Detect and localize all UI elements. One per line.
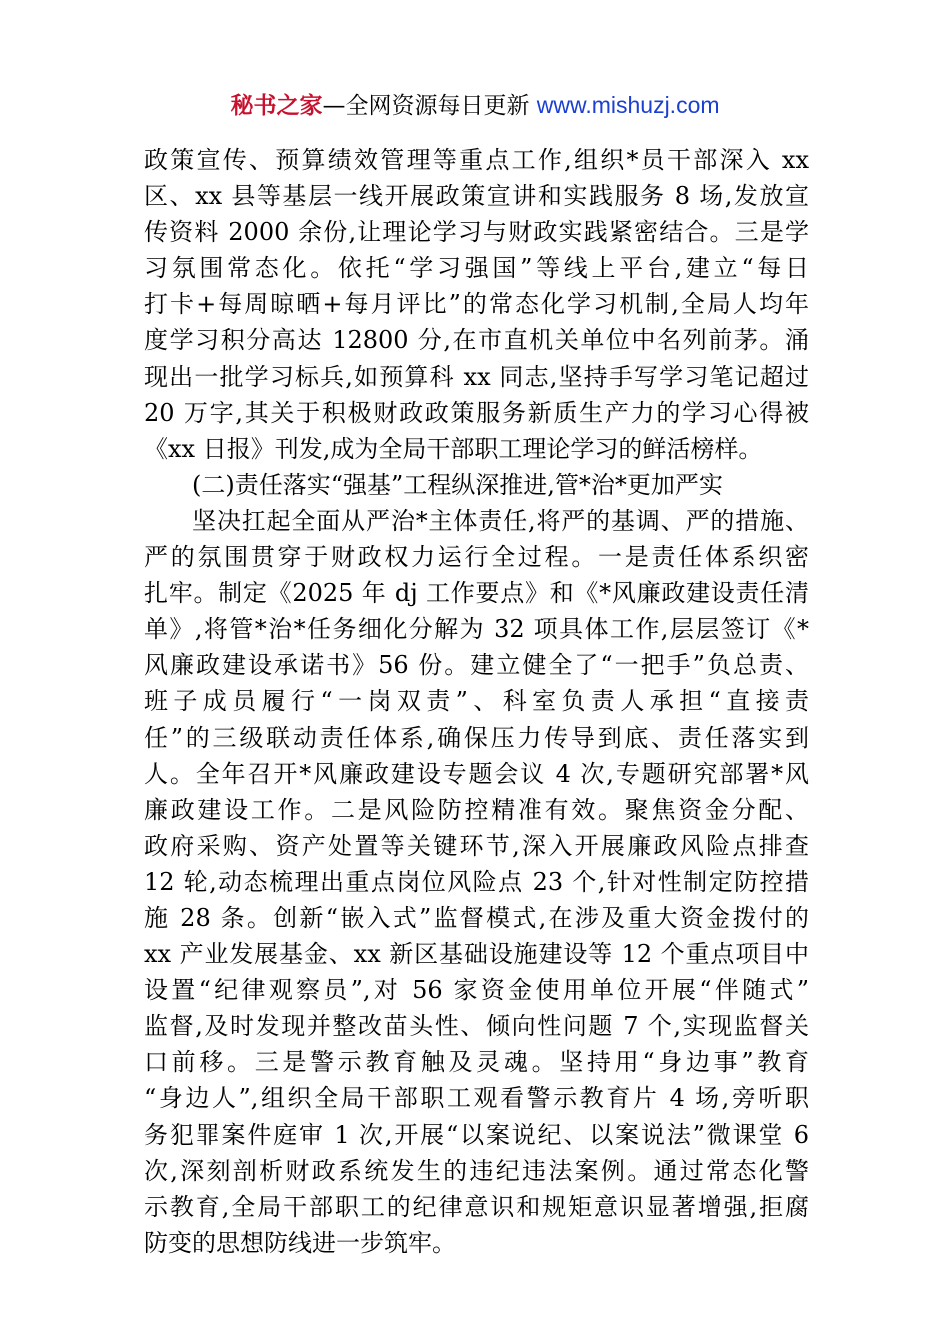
text-line: 政府采购、资产处置等关键环节,深入开展廉政风险点排查 [144,831,809,860]
paragraph-end-line: 《xx 日报》刊发,成为全局干部职工理论学习的鲜活榜样。 [144,434,763,463]
text-line: 廉政建设工作。二是风险防控精准有效。聚焦资金分配、 [144,795,809,824]
text-line: 度学习积分高达 12800 分,在市直机关单位中名列前茅。涌 [144,326,809,355]
text-line: xx 产业发展基金、xx 新区基础设施建设等 12 个重点项目中 [144,940,809,969]
text-line: 监督,及时发现并整改苗头性、倾向性问题 7 个,实现监督关 [144,1012,809,1041]
site-header [0,88,950,123]
paragraph-end-line: 防变的思想防线进一步筑牢。 [144,1228,456,1257]
text-line: 风廉政建设承诺书》56 份。建立健全了“一把手”负总责、 [144,651,809,680]
header-tagline: —全网资源每日更新 [322,93,537,119]
text-line: 单》,将管*治*任务细化分解为 32 项具体工作,层层签订《* [144,615,809,644]
site-url-link[interactable]: www.mishuzj.com [536,92,720,118]
document-body [144,142,809,1261]
text-line: 人。全年召开*风廉政建设专题会议 4 次,专题研究部署*风 [144,759,809,788]
text-line: 示教育,全局干部职工的纪律意识和规矩意识显著增强,拒腐 [144,1192,809,1221]
text-line: 严的氛围贯穿于财政权力运行全过程。一是责任体系织密 [144,543,809,572]
text-line: 扎牢。制定《2025 年 dj 工作要点》和《*风廉政建设责任清 [144,579,809,608]
text-line: 政策宣传、预算绩效管理等重点工作,组织*员干部深入 xx [144,146,809,174]
brand-name: 秘书之家 [230,93,323,119]
text-line: 设置“纪律观察员”,对 56 家资金使用单位开展“伴随式” [144,976,809,1005]
text-line: 20 万字,其关于积极财政政策服务新质生产力的学习心得被 [144,398,809,427]
text-line: 12 轮,动态梳理出重点岗位风险点 23 个,针对性制定防控措 [144,867,809,896]
paragraph-first-line: 坚决扛起全面从严治*主体责任,将严的基调、严的措施、 [192,506,809,535]
section-heading: (二)责任落实“强基”工程纵深推进,管*治*更加严实 [192,470,723,499]
text-line: 任”的三级联动责任体系,确保压力传导到底、责任落实到 [144,723,809,752]
text-line: 现出一批学习标兵,如预算科 xx 同志,坚持手写学习笔记超过 [144,362,809,391]
text-line: 务犯罪案件庭审 1 次,开展“以案说纪、以案说法”微课堂 6 [144,1120,809,1149]
text-line: 口前移。三是警示教育触及灵魂。坚持用“身边事”教育 [144,1048,809,1077]
text-line: 次,深刻剖析财政系统发生的违纪违法案例。通过常态化警 [144,1156,809,1185]
text-line: “身边人”,组织全局干部职工观看警示教育片 4 场,旁听职 [144,1084,809,1113]
text-line: 施 28 条。创新“嵌入式”监督模式,在涉及重大资金拨付的 [144,903,809,932]
text-line: 习氛围常态化。依托“学习强国”等线上平台,建立“每日 [144,254,809,283]
text-line: 区、xx 县等基层一线开展政策宣讲和实践服务 8 场,发放宣 [144,182,809,211]
text-line: 传资料 2000 余份,让理论学习与财政实践紧密结合。三是学 [144,218,809,247]
text-line: 打卡+每周晾晒+每月评比”的常态化学习机制,全局人均年 [144,290,809,319]
text-line: 班子成员履行“一岗双责”、科室负责人承担“直接责 [144,687,809,716]
